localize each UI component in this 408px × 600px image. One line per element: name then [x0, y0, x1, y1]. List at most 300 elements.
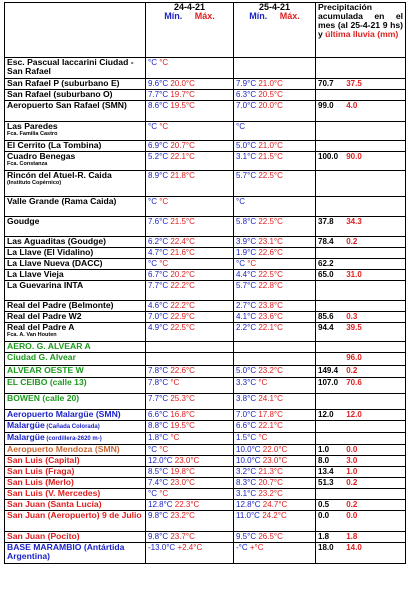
- day1-min: 9.8°C: [148, 532, 169, 541]
- precip-last-rain: 1.0: [346, 467, 358, 476]
- station-cell: [5, 543, 146, 564]
- day2-max: °C: [258, 378, 268, 387]
- precip-last-rain: 12.0: [346, 410, 362, 419]
- header-precip-last-label: última lluvia (mm): [325, 29, 399, 39]
- day1-min: 4.9°C: [148, 323, 169, 332]
- day1-temps: [146, 323, 234, 342]
- day1-min: 7.7°C: [148, 90, 169, 99]
- station-name: BOWEN (calle 20): [7, 393, 80, 403]
- day1-max: 20.2°C: [170, 270, 195, 279]
- day1-min: 6.7°C: [148, 270, 169, 279]
- day2-temps: [234, 122, 316, 141]
- precip-cell: [316, 312, 406, 323]
- day1-min: 7.7°C: [148, 394, 169, 403]
- precip-accumulated: 99.0: [318, 101, 334, 110]
- station-subtitle: Fca. Constanza: [7, 161, 48, 167]
- day2-max: 21.0°C: [258, 141, 283, 150]
- day1-min: 7.4°C: [148, 478, 169, 487]
- day2-temps: [234, 217, 316, 237]
- station-subtitle: Fca. Familia Castro: [7, 131, 58, 137]
- day2-temps: [234, 489, 316, 500]
- table-row: [5, 467, 406, 478]
- day2-max: 22.8°C: [258, 281, 283, 290]
- day1-temps: [146, 478, 234, 489]
- day1-temps: [146, 378, 234, 394]
- day2-temps: [234, 323, 316, 342]
- day1-min: 7.6°C: [148, 217, 169, 226]
- day2-min: 3.1°C: [236, 152, 257, 161]
- day1-max: °C: [159, 58, 169, 67]
- day1-max: °C: [170, 433, 180, 442]
- precip-accumulated: 85.6: [318, 312, 334, 321]
- day1-max: 21.8°C: [170, 171, 195, 180]
- precip-cell: [316, 58, 406, 79]
- day1-max: 19.5°C: [170, 101, 195, 110]
- station-name: San Juan (Aeropuerto) 9 de Julio: [7, 510, 142, 520]
- table-row: [5, 342, 406, 353]
- header-day1-max: Máx.: [194, 11, 215, 21]
- day2-min: 3.1°C: [236, 489, 257, 498]
- table-row: [5, 366, 406, 378]
- station-cell: [5, 248, 146, 259]
- precip-last-rain: 34.3: [346, 217, 362, 226]
- day2-min: -°C: [236, 543, 248, 552]
- day1-max: °C: [159, 259, 169, 268]
- day1-min: °C: [148, 489, 157, 498]
- day1-min: °C: [148, 197, 157, 206]
- station-cell: [5, 101, 146, 122]
- station-cell: [5, 122, 146, 141]
- table-row: [5, 237, 406, 248]
- day1-max: °C: [170, 378, 180, 387]
- precip-cell: [316, 394, 406, 410]
- precip-cell: [316, 433, 406, 445]
- station-name: Malargüe: [7, 432, 45, 442]
- station-name: San Juan (Pocito): [7, 531, 80, 541]
- station-cell: [5, 394, 146, 410]
- day2-min: 4.1°C: [236, 312, 257, 321]
- day2-min: 2.2°C: [236, 323, 257, 332]
- table-row: [5, 489, 406, 500]
- table-row: [5, 394, 406, 410]
- day2-max: 17.8°C: [258, 410, 283, 419]
- day2-max: 24.1°C: [258, 394, 283, 403]
- precip-last-rain: 0.2: [346, 500, 358, 509]
- precip-cell: [316, 489, 406, 500]
- day2-max: 24.7°C: [262, 500, 288, 509]
- day1-min: 7.8°C: [148, 378, 169, 387]
- station-name: Las Paredes: [7, 121, 58, 131]
- precip-cell: [316, 543, 406, 564]
- day2-min: 10.0°C: [236, 445, 261, 454]
- station-cell: [5, 532, 146, 543]
- day2-min: 2.7°C: [236, 301, 257, 310]
- day1-temps: [146, 500, 234, 511]
- station-name: San Juan (Santa Lucía): [7, 499, 102, 509]
- day1-min: °C: [148, 122, 157, 131]
- precip-last-rain: 39.5: [346, 323, 362, 332]
- precip-cell: [316, 445, 406, 456]
- station-name: San Luis (Fraga): [7, 466, 75, 476]
- day2-temps: [234, 342, 316, 353]
- precip-cell: [316, 217, 406, 237]
- day2-temps: [234, 366, 316, 378]
- header-day2-max: Máx.: [279, 11, 300, 21]
- day2-temps: [234, 410, 316, 421]
- day2-max: 21.5°C: [258, 152, 283, 161]
- station-name: Valle Grande (Rama Caida): [7, 196, 117, 206]
- precip-cell: [316, 500, 406, 511]
- day1-max: 23.7°C: [170, 532, 195, 541]
- precip-accumulated: 37.8: [318, 217, 334, 226]
- header-day2-date: 25-4-21: [258, 2, 291, 12]
- day2-max: 23.2°C: [258, 366, 283, 375]
- station-name: San Luis (V. Mercedes): [7, 488, 101, 498]
- day2-min: 1.5°C: [236, 433, 257, 442]
- day1-min: 6.9°C: [148, 141, 169, 150]
- day1-min: -13.0°C: [148, 543, 176, 552]
- table-row: [5, 543, 406, 564]
- day2-max: 22.5°C: [258, 171, 283, 180]
- day1-min: 7.8°C: [148, 366, 169, 375]
- station-cell: [5, 342, 146, 353]
- day2-min: 4.4°C: [236, 270, 257, 279]
- station-name: La Llave (El Vidalino): [7, 247, 94, 257]
- day1-temps: [146, 394, 234, 410]
- day2-max: 23.1°C: [258, 237, 283, 246]
- day2-max: 20.7°C: [258, 478, 283, 487]
- header-row: [5, 3, 406, 58]
- table-row: [5, 101, 406, 122]
- precip-last-rain: 37.5: [346, 79, 362, 88]
- day1-temps: [146, 532, 234, 543]
- table-row: [5, 281, 406, 301]
- precip-cell: [316, 248, 406, 259]
- precip-last-rain: 70.6: [346, 378, 362, 387]
- station-cell: [5, 217, 146, 237]
- station-cell: [5, 323, 146, 342]
- day1-max: 19.7°C: [170, 90, 195, 99]
- day1-max: 22.9°C: [170, 312, 195, 321]
- header-day2-min: Mín.: [249, 11, 268, 21]
- header-day2: [234, 3, 316, 58]
- day1-temps: [146, 259, 234, 270]
- day1-min: 9.6°C: [148, 79, 169, 88]
- day2-min: 6.6°C: [236, 421, 257, 430]
- day2-max: 23.0°C: [262, 456, 288, 465]
- station-subtitle: (cordillera-2620 m-): [44, 436, 102, 442]
- day1-temps: [146, 301, 234, 312]
- day1-min: 7.0°C: [148, 312, 169, 321]
- precip-accumulated: 62.2: [318, 259, 334, 268]
- day1-min: °C: [148, 445, 157, 454]
- weather-table: [4, 2, 406, 564]
- station-name: San Rafael (suburbano O): [7, 89, 113, 99]
- day1-max: 22.4°C: [170, 237, 195, 246]
- day1-min: 4.6°C: [148, 301, 169, 310]
- day2-min: 1.9°C: [236, 248, 257, 257]
- day2-max: 24.2°C: [262, 511, 287, 520]
- precip-cell: [316, 478, 406, 489]
- precip-last-rain: 31.0: [346, 270, 362, 279]
- day2-temps: [234, 270, 316, 281]
- station-name: Real del Padre A: [7, 322, 75, 332]
- precip-cell: [316, 456, 406, 467]
- station-name: La Llave Nueva (DACC): [7, 258, 103, 268]
- station-cell: [5, 141, 146, 152]
- day2-max: 20.0°C: [258, 101, 283, 110]
- station-cell: [5, 456, 146, 467]
- station-cell: [5, 79, 146, 90]
- table-row: [5, 353, 406, 366]
- station-cell: [5, 433, 146, 445]
- day1-min: 8.5°C: [148, 467, 169, 476]
- precip-cell: [316, 342, 406, 353]
- station-cell: [5, 489, 146, 500]
- precip-cell: [316, 237, 406, 248]
- day1-max: 22.6°C: [170, 366, 195, 375]
- day2-temps: [234, 456, 316, 467]
- day2-min: 5.8°C: [236, 217, 257, 226]
- station-cell: [5, 197, 146, 217]
- precip-cell: [316, 79, 406, 90]
- day1-max: 22.3°C: [174, 500, 200, 509]
- precip-cell: [316, 532, 406, 543]
- day2-max: °C: [258, 433, 268, 442]
- station-name: Las Aguaditas (Goudge): [7, 236, 106, 246]
- precip-cell: [316, 467, 406, 478]
- station-name: Aeropuerto Malargüe (SMN): [7, 409, 121, 419]
- station-name: AERO. G. ALVEAR A: [7, 341, 91, 351]
- day1-max: 20.7°C: [170, 141, 195, 150]
- day1-temps: [146, 171, 234, 197]
- day2-temps: [234, 433, 316, 445]
- table-row: [5, 58, 406, 79]
- station-cell: [5, 410, 146, 421]
- day1-max: 22.1°C: [170, 152, 195, 161]
- day1-temps: [146, 445, 234, 456]
- day2-max: 22.6°C: [258, 248, 283, 257]
- day1-max: 19.5°C: [170, 421, 195, 430]
- day2-min: 5.7°C: [236, 281, 257, 290]
- station-name: Real del Padre (Belmonte): [7, 300, 114, 310]
- table-row: [5, 141, 406, 152]
- day2-temps: [234, 500, 316, 511]
- day2-temps: [234, 90, 316, 101]
- day2-max: °C: [247, 259, 257, 268]
- station-cell: [5, 511, 146, 532]
- table-row: [5, 433, 406, 445]
- day2-min: 5.0°C: [236, 141, 257, 150]
- day1-max: 20.0°C: [170, 79, 195, 88]
- day1-temps: [146, 90, 234, 101]
- precip-cell: [316, 152, 406, 171]
- day2-min: 9.5°C: [236, 532, 257, 541]
- day1-temps: [146, 237, 234, 248]
- header-day1-min: Mín.: [164, 11, 183, 21]
- station-name: San Luis (Merlo): [7, 477, 74, 487]
- day1-min: 8.9°C: [148, 171, 169, 180]
- day1-max: 23.0°C: [170, 478, 195, 487]
- day1-max: °C: [159, 489, 169, 498]
- day1-min: °C: [148, 259, 157, 268]
- station-name: Rincón del Atuel-R. Caida: [7, 170, 112, 180]
- day1-temps: [146, 197, 234, 217]
- header-empty-cell: [5, 3, 146, 58]
- station-cell: [5, 421, 146, 433]
- table-row: [5, 152, 406, 171]
- day2-min: °C: [236, 259, 245, 268]
- day1-temps: [146, 58, 234, 79]
- table-row: [5, 259, 406, 270]
- day2-temps: [234, 79, 316, 90]
- header-day1-date: 24-4-21: [173, 2, 206, 12]
- table-row: [5, 197, 406, 217]
- table-row: [5, 90, 406, 101]
- station-name: San Luis (Capital): [7, 455, 80, 465]
- table-row: [5, 445, 406, 456]
- station-name: La Guevarina INTA: [7, 280, 84, 290]
- precip-last-rain: 1.8: [346, 532, 358, 541]
- station-cell: [5, 58, 146, 79]
- precip-accumulated: 18.0: [318, 543, 334, 552]
- precip-accumulated: 100.0: [318, 152, 339, 161]
- day1-temps: [146, 79, 234, 90]
- header-precipitation: [316, 3, 406, 58]
- station-cell: [5, 270, 146, 281]
- day1-max: 22.5°C: [170, 323, 195, 332]
- day1-temps: [146, 248, 234, 259]
- day2-min: 3.8°C: [236, 394, 257, 403]
- station-cell: [5, 301, 146, 312]
- precip-accumulated: 0.0: [318, 511, 330, 520]
- day2-min: 3.3°C: [236, 378, 257, 387]
- precip-cell: [316, 353, 406, 366]
- precip-cell: [316, 421, 406, 433]
- station-name: EL CEIBO (calle 13): [7, 377, 87, 387]
- precip-accumulated: 8.0: [318, 456, 330, 465]
- day2-max: 23.2°C: [258, 489, 283, 498]
- precip-accumulated: 13.4: [318, 467, 334, 476]
- station-cell: [5, 500, 146, 511]
- day1-temps: [146, 141, 234, 152]
- day1-temps: [146, 122, 234, 141]
- table-row: [5, 217, 406, 237]
- precip-last-rain: 0.0: [346, 445, 358, 454]
- station-name: Aeropuerto San Rafael (SMN): [7, 100, 127, 110]
- day2-min: 11.0°C: [236, 511, 260, 520]
- day1-temps: [146, 152, 234, 171]
- station-name: Real del Padre W2: [7, 311, 82, 321]
- day2-min: 3.9°C: [236, 237, 257, 246]
- station-name: Cuadro Benegas: [7, 151, 76, 161]
- day2-temps: [234, 237, 316, 248]
- precip-accumulated: 94.4: [318, 323, 334, 332]
- station-cell: [5, 478, 146, 489]
- table-row: [5, 122, 406, 141]
- day1-min: 9.8°C: [148, 511, 169, 520]
- precip-last-rain: 0.3: [346, 312, 358, 321]
- day1-min: °C: [148, 58, 157, 67]
- day1-max: 19.8°C: [170, 467, 195, 476]
- precip-last-rain: 0.2: [346, 366, 358, 375]
- precip-accumulated: 78.4: [318, 237, 334, 246]
- day2-temps: [234, 301, 316, 312]
- day2-max: 21.3°C: [258, 467, 283, 476]
- precip-accumulated: 1.0: [318, 445, 330, 454]
- precip-cell: [316, 171, 406, 197]
- precip-cell: [316, 197, 406, 217]
- table-row: [5, 248, 406, 259]
- day2-max: 22.5°C: [258, 270, 283, 279]
- day1-max: °C: [159, 197, 169, 206]
- table-body: [5, 58, 406, 564]
- table-row: [5, 532, 406, 543]
- day2-min: 5.0°C: [236, 366, 257, 375]
- day1-max: 22.2°C: [170, 301, 195, 310]
- precip-last-rain: 0.0: [346, 511, 358, 520]
- station-name: Esc. Pascual Iaccarini Ciudad - San Rafael: [7, 57, 134, 76]
- station-subtitle: Fca. A. Van Houten: [7, 332, 57, 338]
- day2-max: 23.6°C: [258, 312, 283, 321]
- day1-temps: [146, 467, 234, 478]
- day2-min: 7.0°C: [236, 101, 257, 110]
- precip-cell: [316, 259, 406, 270]
- table-row: [5, 171, 406, 197]
- station-cell: [5, 366, 146, 378]
- day2-max: 22.0°C: [262, 445, 288, 454]
- day2-min: 7.9°C: [236, 79, 257, 88]
- day2-temps: [234, 141, 316, 152]
- day1-min: 6.6°C: [148, 410, 169, 419]
- precip-last-rain: 4.0: [346, 101, 358, 110]
- station-cell: [5, 353, 146, 366]
- day2-min: 8.3°C: [236, 478, 257, 487]
- station-subtitle: (Cañada Colorada): [44, 424, 100, 430]
- table-row: [5, 410, 406, 421]
- station-cell: [5, 237, 146, 248]
- precip-last-rain: 14.0: [346, 543, 362, 552]
- day1-temps: [146, 421, 234, 433]
- table-row: [5, 323, 406, 342]
- day1-max: 16.8°C: [170, 410, 195, 419]
- header-day1: [146, 3, 234, 58]
- day2-temps: [234, 58, 316, 79]
- table-row: [5, 312, 406, 323]
- day2-temps: [234, 248, 316, 259]
- precip-accumulated: 12.0: [318, 410, 334, 419]
- day1-temps: [146, 489, 234, 500]
- table-row: [5, 301, 406, 312]
- table-row: [5, 79, 406, 90]
- station-name: San Rafael P (suburbano E): [7, 78, 120, 88]
- day2-max: 22.1°C: [258, 323, 283, 332]
- precip-accumulated: 107.0: [318, 378, 339, 387]
- precip-accumulated: 70.7: [318, 79, 334, 88]
- station-name: Goudge: [7, 216, 40, 226]
- day1-temps: [146, 217, 234, 237]
- day2-min: 5.7°C: [236, 171, 257, 180]
- day1-min: 7.7°C: [148, 281, 169, 290]
- day1-temps: [146, 270, 234, 281]
- day2-temps: [234, 152, 316, 171]
- day1-min: 12.8°C: [148, 500, 173, 509]
- precip-cell: [316, 270, 406, 281]
- precip-accumulated: 1.8: [318, 532, 330, 541]
- day1-max: °C: [159, 445, 169, 454]
- precip-cell: [316, 410, 406, 421]
- day2-max: 22.1°C: [258, 421, 283, 430]
